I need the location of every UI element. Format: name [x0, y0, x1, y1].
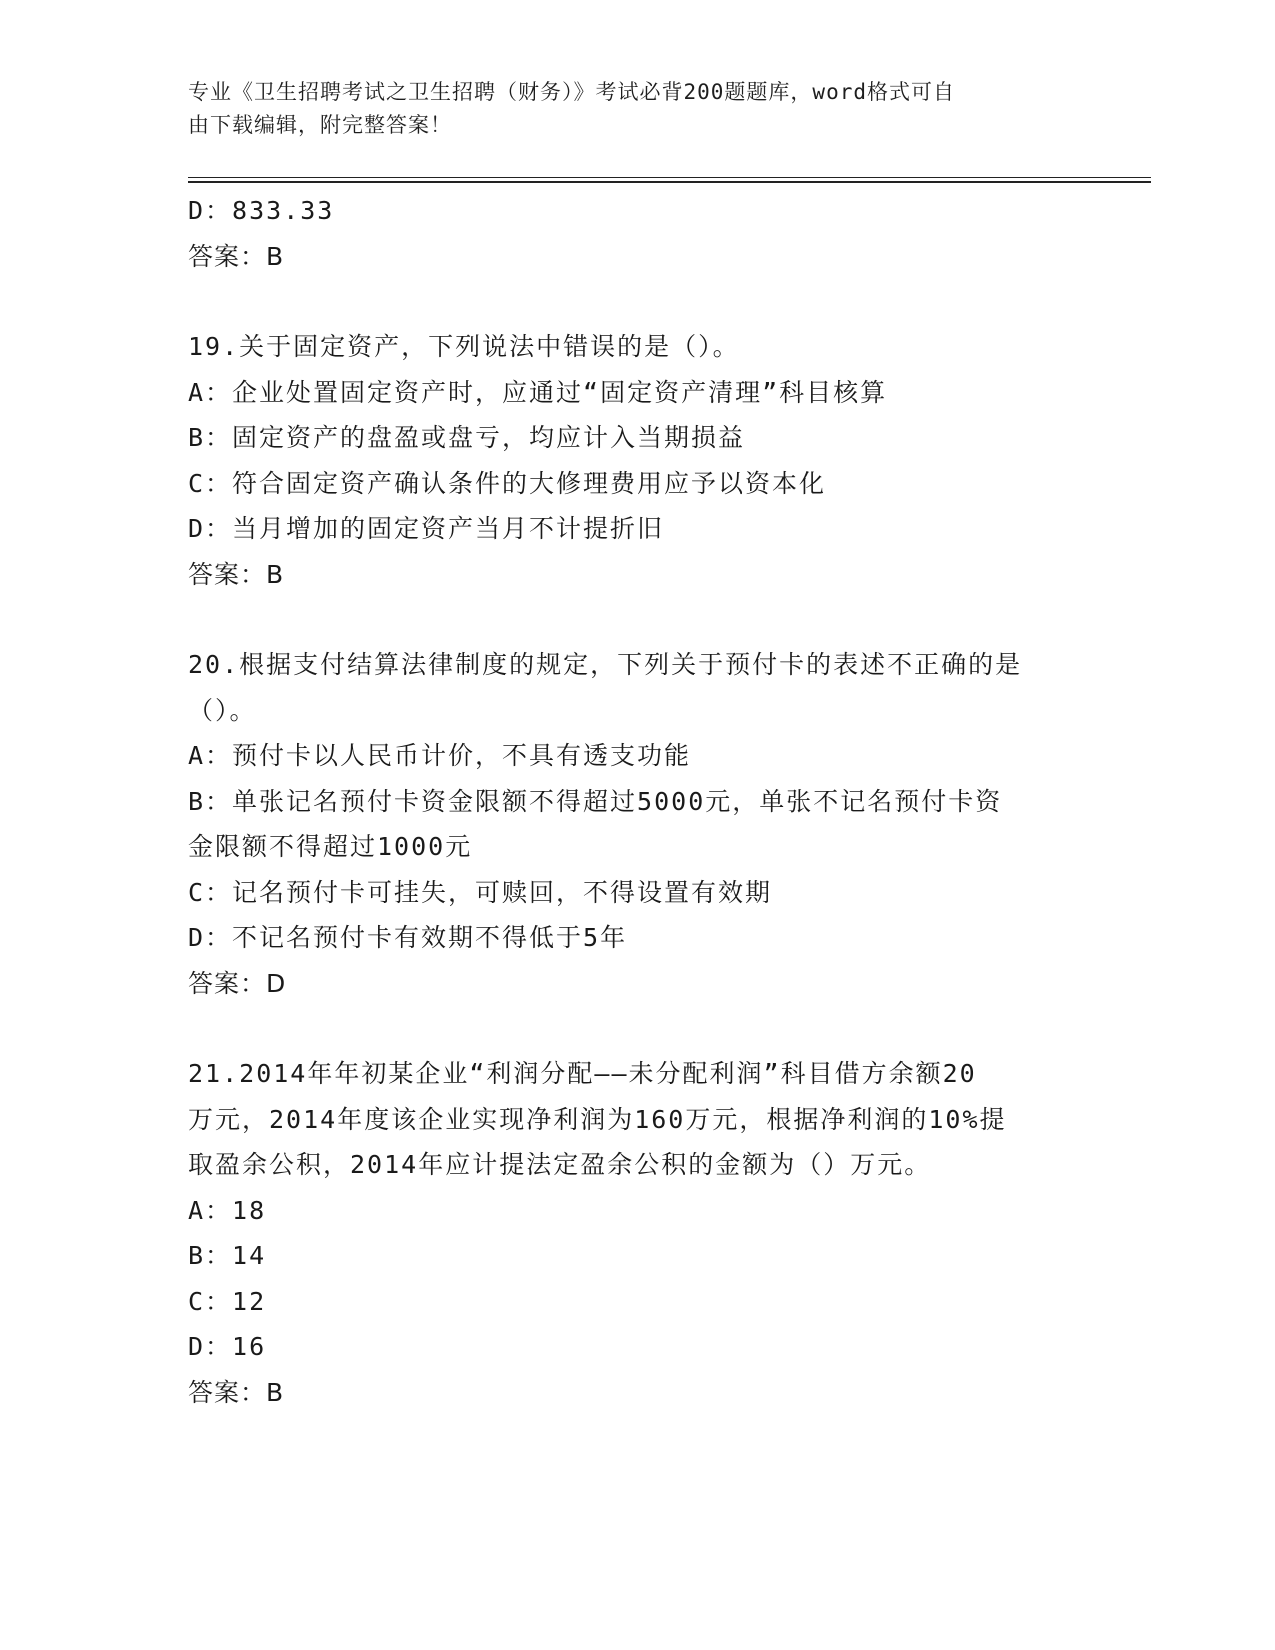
spacer [188, 597, 1088, 642]
question-stem-continued: 万元，2014年度该企业实现净利润为160万元，根据净利润的10%提 [188, 1104, 1007, 1134]
option-d: D：不记名预付卡有效期不得低于5年 [188, 923, 628, 952]
option-c: C：记名预付卡可挂失，可赎回，不得设置有效期 [188, 877, 773, 907]
option-a: A：18 [188, 1195, 267, 1225]
answer-line: 答案：B [188, 1377, 285, 1407]
question-stem: 19.关于固定资产，下列说法中错误的是（）。 [188, 332, 740, 361]
question-block-21 [188, 1051, 1088, 1415]
option-d: D：当月增加的固定资产当月不计提折旧 [188, 514, 665, 543]
option-b: B：14 [188, 1241, 267, 1270]
document-header [188, 76, 1068, 142]
spacer [188, 279, 1088, 324]
header-line: 专业《卫生招聘考试之卫生招聘（财务）》考试必背200题题库，word格式可自 [188, 80, 955, 104]
answer-line: 答案：D [188, 968, 287, 998]
question-stem-continued: 取盈余公积，2014年应计提法定盈余公积的金额为（）万元。 [188, 1150, 932, 1179]
header-divider [188, 177, 1151, 178]
question-block-previous [188, 188, 1088, 279]
option-a: A：企业处置固定资产时，应通过“固定资产清理”科目核算 [188, 377, 888, 407]
question-stem: 20.根据支付结算法律制度的规定，下列关于预付卡的表述不正确的是 [188, 650, 1023, 679]
option-c: C：12 [188, 1286, 267, 1316]
option-c: C：符合固定资产确认条件的大修理费用应予以资本化 [188, 468, 827, 498]
question-block-19 [188, 324, 1088, 597]
option-b: B：单张记名预付卡资金限额不得超过5000元，单张不记名预付卡资 [188, 786, 1003, 816]
option-d: D：16 [188, 1332, 267, 1361]
spacer [188, 1006, 1088, 1051]
header-divider [188, 181, 1151, 183]
option-a: A：预付卡以人民币计价，不具有透支功能 [188, 741, 692, 770]
header-line: 由下载编辑，附完整答案！ [188, 113, 452, 137]
option-b-continued: 金限额不得超过1000元 [188, 832, 473, 861]
document-body [188, 188, 1088, 1415]
question-block-20 [188, 642, 1088, 1006]
answer-line: 答案：B [188, 241, 285, 271]
option-d: D：833.33 [188, 196, 335, 225]
question-stem: 21.2014年年初某企业“利润分配——未分配利润”科目借方余额20 [188, 1059, 977, 1088]
question-stem-continued: （）。 [188, 695, 257, 725]
answer-line: 答案：B [188, 559, 285, 589]
option-b: B：固定资产的盘盈或盘亏，均应计入当期损益 [188, 423, 746, 452]
